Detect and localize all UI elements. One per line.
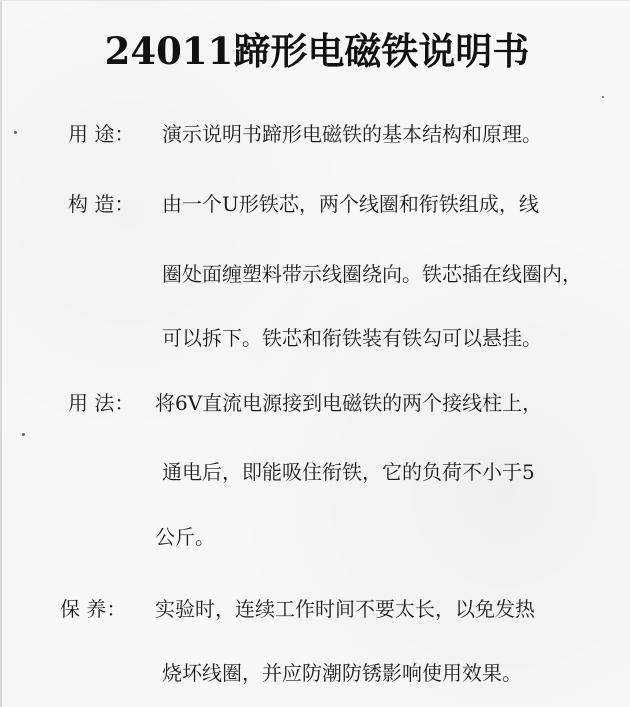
- section-label-structure: 构 造：: [68, 192, 135, 216]
- maintenance-line-2: 烧坏线圈，并应防潮防锈影响使用效果。: [162, 661, 522, 685]
- scan-speck: [602, 96, 604, 98]
- purpose-line-1: 演示说明书蹄形电磁铁的基本结构和原理。: [162, 122, 542, 146]
- scan-speck: [22, 433, 25, 436]
- structure-line-1: 由一个U形铁芯，两个线圈和衔铁组成，线: [162, 192, 539, 216]
- usage-line-1: 将6V直流电源接到电磁铁的两个接线柱上，: [155, 391, 543, 415]
- structure-line-3: 可以拆下。铁芯和衔铁装有铁勾可以悬挂。: [162, 326, 542, 350]
- section-label-usage: 用 法：: [68, 391, 135, 415]
- maintenance-line-1: 实验时，连续工作时间不要太长，以免发热: [155, 597, 535, 621]
- usage-line-3: 公斤。: [155, 525, 215, 549]
- section-label-maintenance: 保 养：: [60, 597, 127, 621]
- scan-speck: [14, 131, 17, 134]
- section-label-purpose: 用 途：: [68, 122, 135, 146]
- structure-line-2: 圈处面缠塑料带示线圈绕向。铁芯插在线圈内，: [162, 262, 582, 286]
- usage-line-2: 通电后，即能吸住衔铁，它的负荷不小于5: [162, 460, 535, 484]
- document-title: 24011蹄形电磁铁说明书: [104, 29, 530, 73]
